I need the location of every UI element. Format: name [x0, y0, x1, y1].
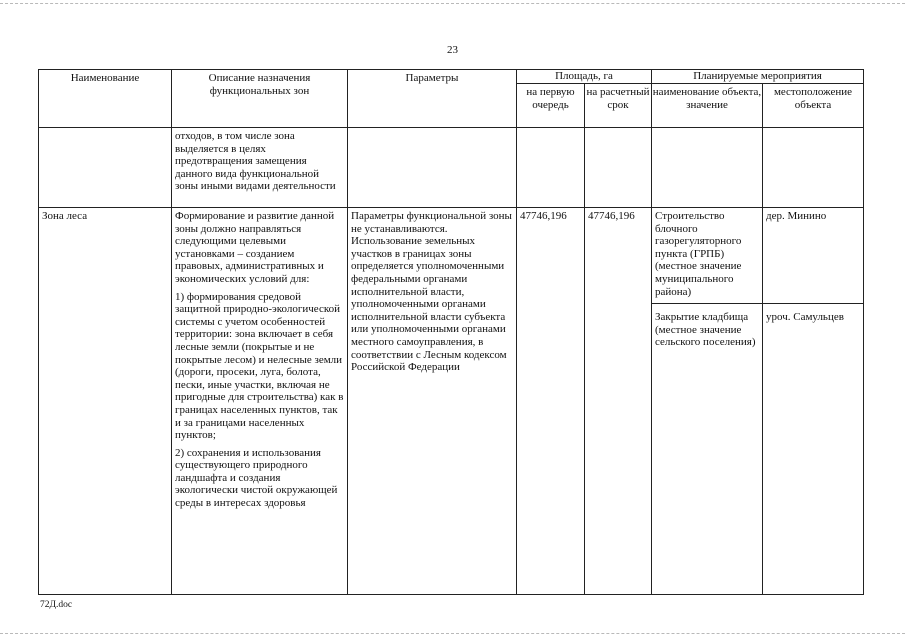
event-name: Закрытие кладбища (местное значение сельского поселения) — [655, 311, 756, 349]
description-paragraph: Формирование и развитие данной зоны должно направляться следующими целевыми установками – созданием правовых, административных и экономических условий для: — [175, 210, 335, 285]
event-divider — [651, 303, 864, 304]
description-paragraph: 1) формирования средовой защитной природно-экологической системы с учетом особенностей территории: зона включает в себя лесные земли (покрытые и не покрытые лесом) и нелесные земли (дороги, просеки, луга, болота, пески, иные участки, включая не пригодные для строительства) как в границах населенных пунктов, так и за границами населенных пунктов; — [175, 290, 344, 442]
row1-event-name — [651, 127, 763, 208]
row1-name — [38, 127, 172, 208]
row1-parameters — [347, 127, 517, 208]
event-location: дер. Минино — [766, 210, 827, 222]
row2-event-names — [651, 207, 763, 595]
header-description: Описание назначения функциональных зон — [171, 69, 348, 128]
header-event-name: наименование объекта, значение — [651, 83, 763, 128]
row1-area-first — [516, 127, 585, 208]
header-area-first: на первую очередь — [516, 83, 585, 128]
row2-event-locations — [762, 207, 864, 595]
page-number: 23 — [447, 44, 458, 56]
description-paragraph: 2) сохранения и использования существующего природного ландшафта и создания экологически чистой окружающей среды в интересах здоровья — [175, 446, 338, 510]
scan-edge-bottom — [0, 633, 905, 634]
row1-area-calc — [584, 127, 652, 208]
row2-description — [171, 207, 348, 595]
file-name-footer: 72Д.doc — [40, 600, 73, 610]
row1-description: отходов, в том числе зона выделяется в целях предотвращения замещения данного вида функциональной зоны иными видами деятельности — [171, 127, 348, 208]
header-event-location: местоположение объекта — [762, 83, 864, 128]
event-name: Строительство блочного газорегуляторного пункта (ГРПБ) (местное значение муниципального района) — [655, 210, 742, 298]
row2-area-first: 47746,196 — [516, 207, 585, 595]
event-location: уроч. Самульцев — [766, 311, 844, 323]
header-events: Планируемые мероприятия — [651, 69, 864, 84]
header-area-calc: на расчетный срок — [584, 83, 652, 128]
row2-parameters: Параметры функциональной зоны не устанавливаются. Использование земельных участков в границах зоны определяется уполномоченными федеральными органами исполнительной власти, уполномоченными органами исполнительной власти субъекта или уполномоченными органами местного самоуправления, в соответствии с Лесным кодексом Российской Федерации — [347, 207, 517, 595]
header-area: Площадь, га — [516, 69, 652, 84]
row2-area-calc: 47746,196 — [584, 207, 652, 595]
row2-name: Зона леса — [38, 207, 172, 595]
scan-edge-top — [0, 3, 905, 4]
header-parameters: Параметры — [347, 69, 517, 128]
row1-event-location — [762, 127, 864, 208]
header-name: Наименование — [38, 69, 172, 128]
